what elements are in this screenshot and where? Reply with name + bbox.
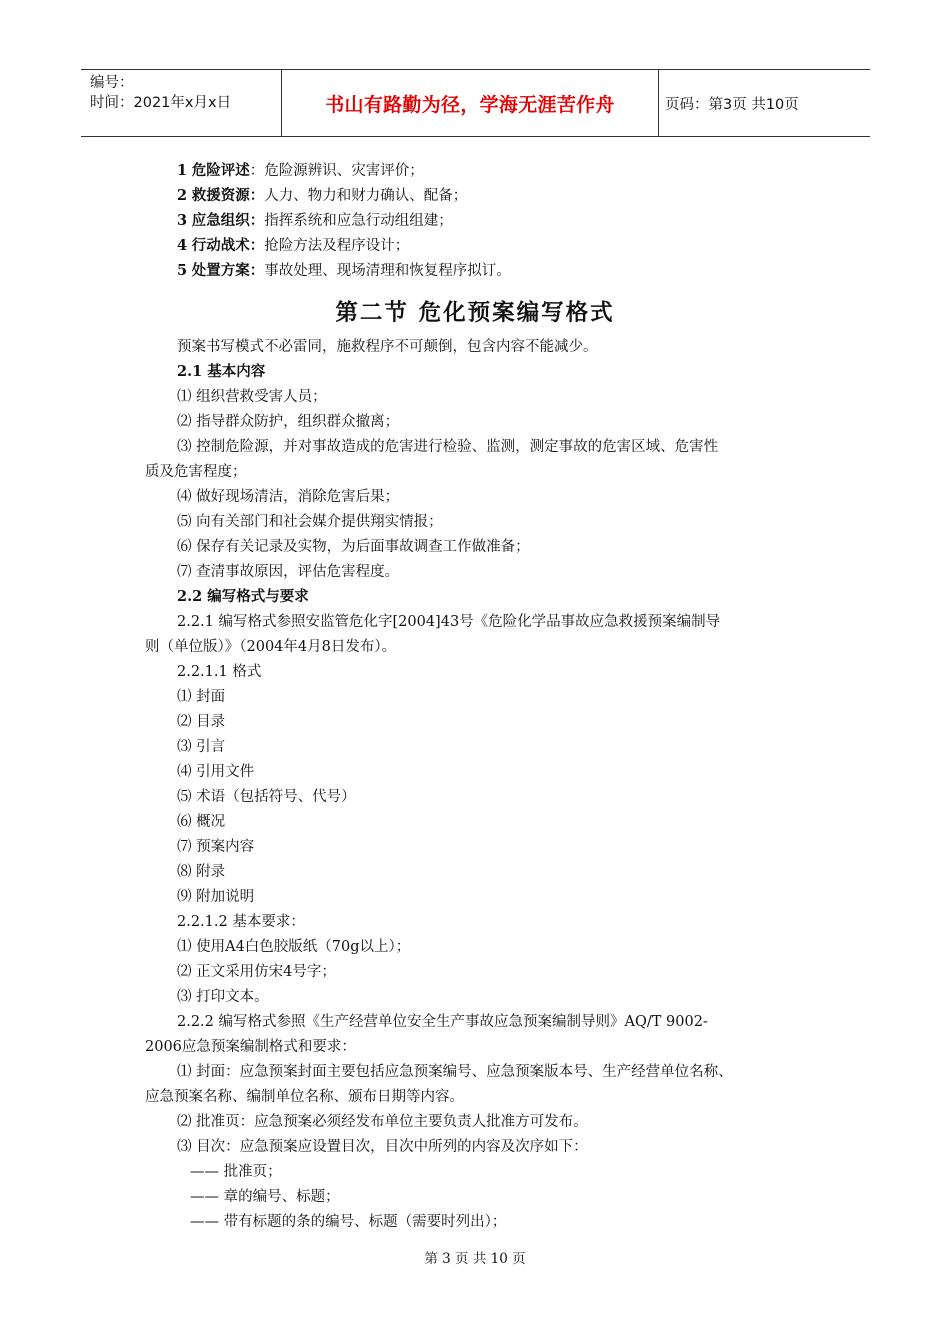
list-item: ⑵ 正文采用仿宋4号字； [177, 964, 336, 980]
list-item: ⑷ 做好现场清洁，消除危害后果； [177, 489, 400, 505]
list-item: ⑶ 目次：应急预案应设置目次，目次中所列的内容及次序如下： [177, 1139, 588, 1155]
list-item: 1 危险评述：危险源辨识、灾害评价； [177, 162, 424, 179]
section-title: 第二节 危化预案编写格式 [335, 300, 615, 326]
list-item-cont: 应急预案名称、编制单位名称、颁布日期等内容。 [145, 1089, 464, 1105]
subheading: 2.1 基本内容 [177, 363, 266, 380]
page-footer: 第 3 页 共 10 页 [424, 1251, 526, 1267]
list-item: ⑹ 概况 [177, 814, 226, 830]
list-item: ⑻ 附录 [177, 864, 226, 880]
list-item-cont: 质及危害程度； [145, 464, 247, 480]
list-item: ⑵ 目录 [177, 714, 226, 730]
list-item: ⑼ 附加说明 [177, 889, 255, 905]
subheading: 2.2 编写格式与要求 [177, 588, 309, 605]
list-item: ⑴ 封面：应急预案封面主要包括应急预案编号、应急预案版本号、生产经营单位名称、 [177, 1064, 733, 1080]
paragraph-cont: 则（单位版）》（2004年4月8日发布）。 [145, 639, 397, 655]
motto: 书山有路勤为径，学海无涯苦作舟 [325, 93, 615, 116]
paragraph: 预案书写模式不必雷同，施救程序不可颠倒，包含内容不能减少。 [177, 339, 598, 355]
page-header [81, 69, 870, 137]
list-item: ⑸ 术语（包括符号、代号） [177, 789, 356, 805]
list-item: ⑷ 引用文件 [177, 764, 255, 780]
paragraph-cont: 2006应急预案编制格式和要求： [145, 1039, 356, 1055]
list-item: ⑺ 预案内容 [177, 839, 255, 855]
list-item: ⑴ 使用A4白色胶版纸（70g以上）； [177, 939, 411, 955]
list-item: 2 救援资源：人力、物力和财力确认、配备； [177, 187, 468, 204]
list-item: ⑸ 向有关部门和社会媒介提供翔实情报； [177, 514, 443, 530]
number-label: 编号： [90, 75, 134, 91]
list-item: ⑺ 查清事故原因，评估危害程度。 [177, 564, 400, 580]
header-divider [658, 70, 659, 136]
header-left [90, 73, 231, 113]
list-item: 5 处置方案：事故处理、现场清理和恢复程序拟订。 [177, 262, 511, 279]
date-label: 时间：2021年x月x日 [90, 95, 232, 111]
list-item: 3 应急组织：指挥系统和应急行动组组建； [177, 212, 453, 229]
dash-item: —— 章的编号、标题； [190, 1189, 340, 1205]
subheading: 2.2.1.1 格式 [177, 664, 262, 680]
paragraph: 2.2.1 编写格式参照安监管危化字[2004]43号《危险化学品事故应急救援预案编制导 [177, 614, 721, 630]
list-item: ⑴ 封面 [177, 689, 226, 705]
page-info: 页码：第3页 共10页 [665, 97, 799, 113]
list-item: ⑵ 批准页：应急预案必须经发布单位主要负责人批准方可发布。 [177, 1114, 588, 1130]
list-item: 4 行动战术：抢险方法及程序设计； [177, 237, 410, 254]
paragraph: 2.2.2 编写格式参照《生产经营单位安全生产事故应急预案编制导则》AQ/T 9002- [177, 1014, 708, 1030]
list-item: ⑶ 控制危险源，并对事故造成的危害进行检验、监测，测定事故的危害区域、危害性 [177, 439, 719, 455]
dash-item: —— 批准页； [190, 1164, 282, 1180]
list-item: ⑴ 组织营救受害人员； [177, 389, 327, 405]
list-item: ⑹ 保存有关记录及实物，为后面事故调查工作做准备； [177, 539, 530, 555]
list-item: ⑶ 引言 [177, 739, 226, 755]
dash-item: —— 带有标题的条的编号、标题（需要时列出）； [190, 1214, 507, 1230]
list-item: ⑶ 打印文本。 [177, 989, 269, 1005]
list-item: ⑵ 指导群众防护，组织群众撤离； [177, 414, 400, 430]
subheading: 2.2.1.2 基本要求： [177, 914, 305, 930]
